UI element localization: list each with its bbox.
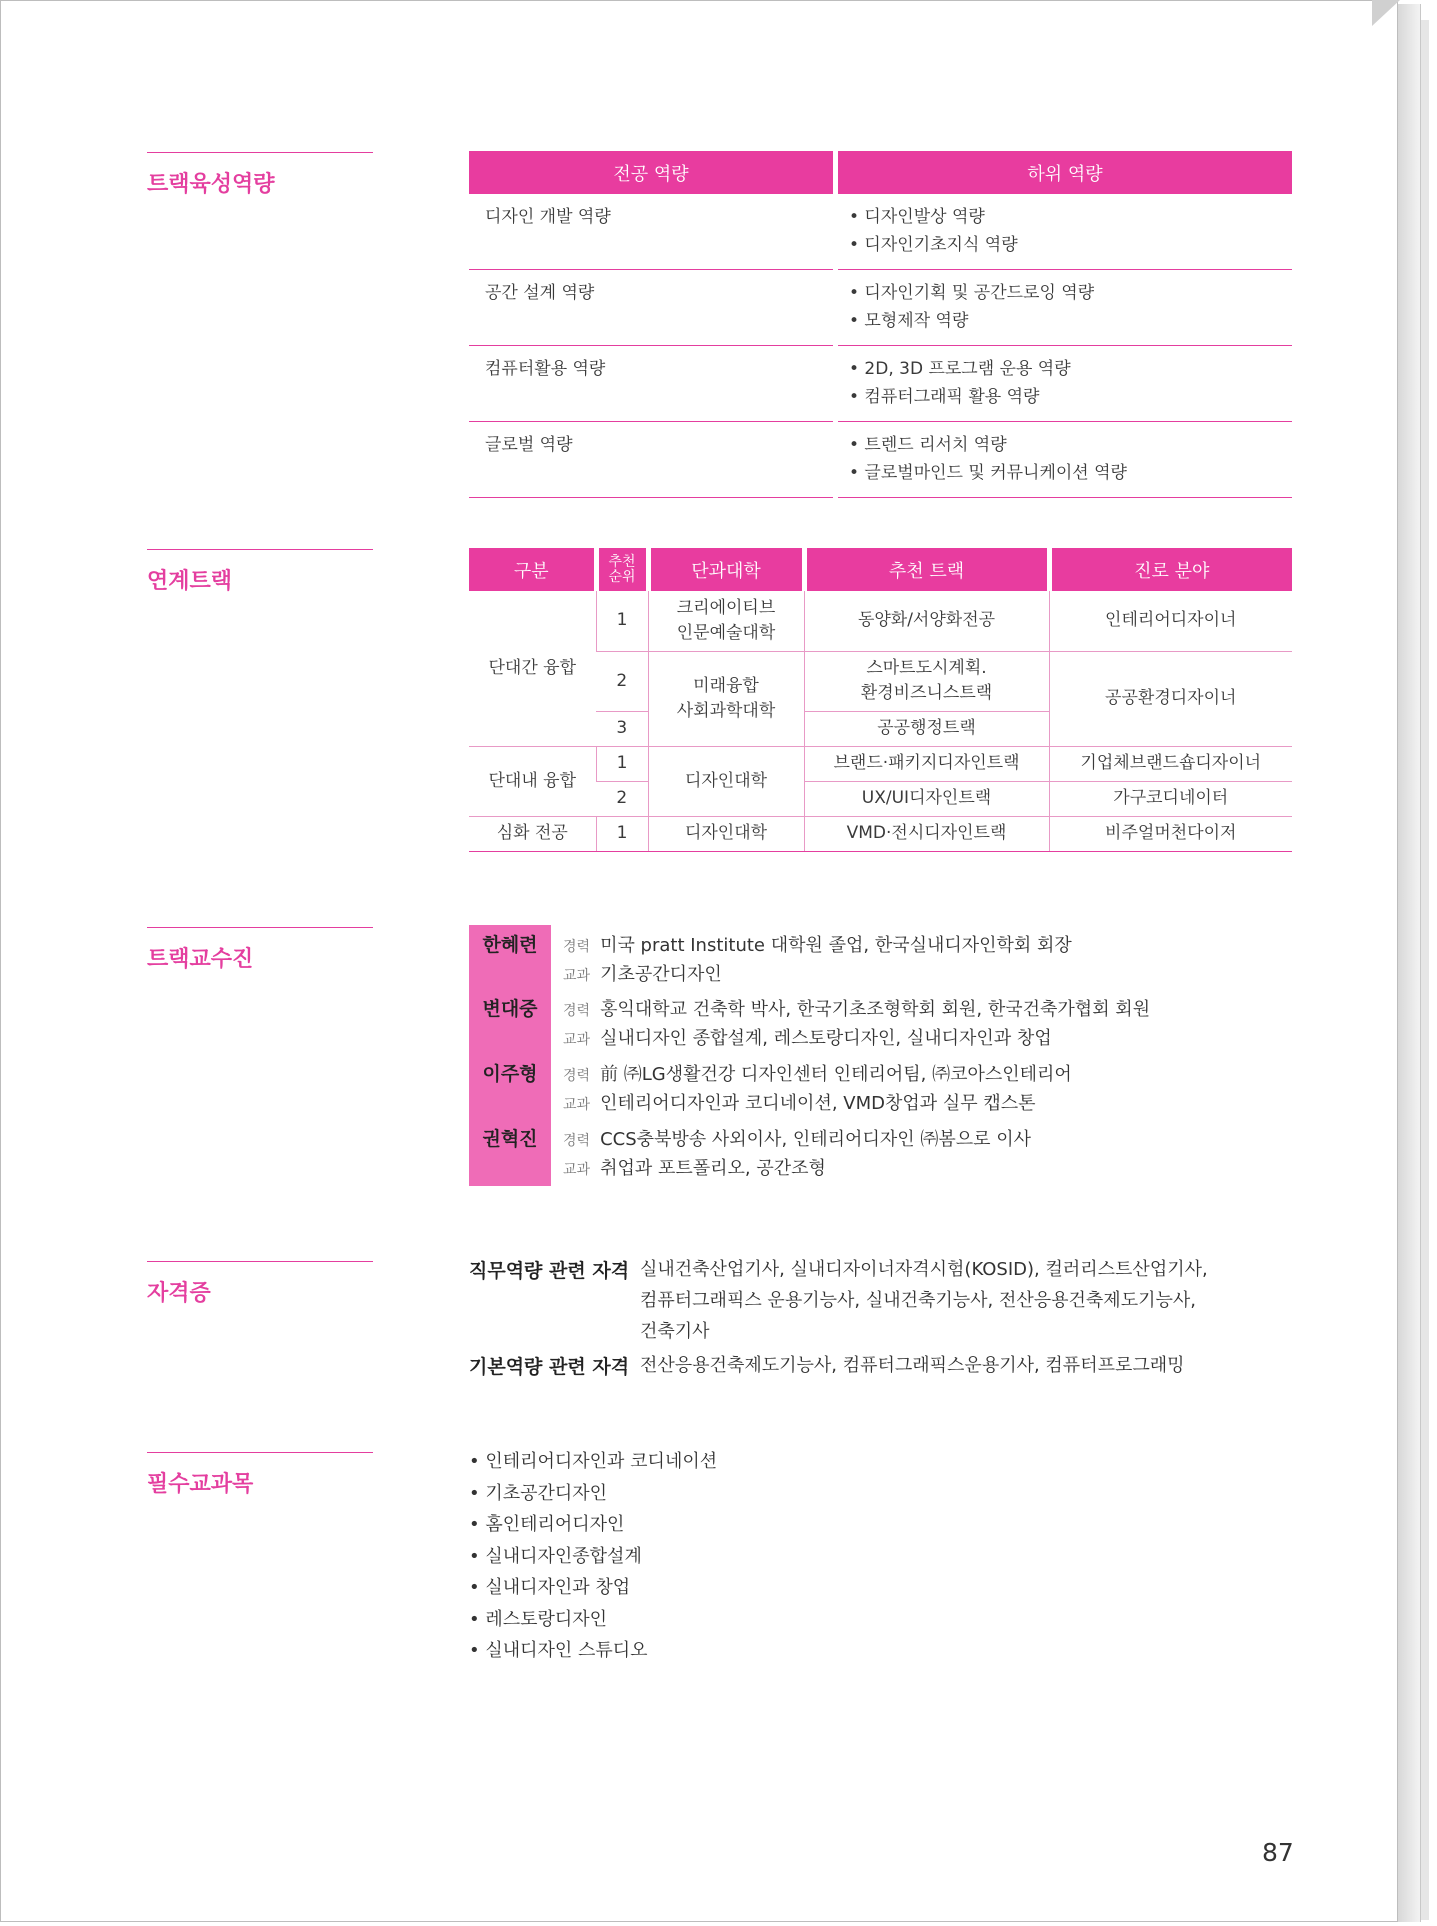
major-cell: 글로벌 역량 (469, 422, 833, 498)
career-cell: 가구코디네이터 (1049, 781, 1292, 816)
sub-item: • 디자인기초지식 역량 (849, 235, 1018, 255)
header-career: 진로 분야 (1049, 548, 1292, 591)
faculty-career-line (563, 1125, 1031, 1151)
faculty-career-line (563, 995, 1150, 1021)
course-tag: 교과 (563, 1162, 591, 1178)
faculty-course-line (563, 1154, 826, 1180)
sub-cell (838, 270, 1292, 346)
track-line: 스마트도시계획. (866, 658, 987, 678)
list-item: • 실내디자인과 창업 (469, 1572, 717, 1604)
section-title-linked: 연계트랙 (147, 549, 373, 595)
job-cert-line: 컴퓨터그래픽스 운용기능사, 실내건축기능사, 전산응용건축제도기능사, (640, 1290, 1196, 1311)
list-item: • 실내디자인 스튜디오 (469, 1635, 717, 1667)
page-edge-shadow-outer (1421, 20, 1429, 1920)
section-title-required: 필수교과목 (147, 1452, 373, 1498)
faculty-course: 취업과 포트폴리오, 공간조형 (600, 1158, 826, 1179)
major-cell: 디자인 개발 역량 (469, 194, 833, 270)
faculty-career-line (563, 931, 1072, 957)
career-tag: 경력 (563, 1068, 591, 1084)
college-cell: 디자인대학 (648, 746, 804, 816)
sub-item: • 모형제작 역량 (849, 311, 969, 331)
list-item: • 홈인테리어디자인 (469, 1509, 717, 1541)
college-line: 크리에이티브 (676, 597, 776, 618)
faculty-name: 권혁진 (482, 1128, 538, 1150)
list-item: • 기초공간디자인 (469, 1478, 717, 1510)
college-cell: 디자인대학 (648, 816, 804, 851)
track-cell (804, 651, 1049, 711)
rank-cell: 1 (596, 591, 648, 651)
rank-cell: 1 (596, 746, 648, 781)
faculty-career: 前 ㈜LG생활건강 디자인센터 인테리어팀, ㈜코아스인테리어 (600, 1064, 1072, 1085)
basic-cert-text: 전산응용건축제도기능사, 컴퓨터그래픽스운용기사, 컴퓨터프로그래밍 (640, 1355, 1185, 1376)
list-item: • 레스토랑디자인 (469, 1604, 717, 1636)
list-item: • 인테리어디자인과 코디네이션 (469, 1446, 717, 1478)
faculty-name: 한혜련 (482, 934, 538, 956)
college-cell (648, 651, 804, 746)
job-cert-line: 실내건축산업기사, 실내디자이너자격시험(KOSID), 컬러리스트산업기사, (640, 1259, 1208, 1280)
rank-cell: 1 (596, 816, 648, 851)
table-row (469, 746, 1292, 781)
group-cell: 심화 전공 (469, 816, 596, 851)
faculty-career: CCS충북방송 사외이사, 인테리어디자인 ㈜봄으로 이사 (600, 1129, 1031, 1150)
rank-cell: 3 (596, 711, 648, 746)
faculty-course-line (563, 1024, 1052, 1050)
sub-item: • 글로벌마인드 및 커뮤니케이션 역량 (849, 463, 1127, 483)
faculty-name: 변대중 (482, 998, 538, 1020)
faculty-course-line (563, 960, 722, 986)
table-row (469, 346, 1292, 422)
sub-item: • 디자인기획 및 공간드로잉 역량 (849, 283, 1095, 303)
career-tag: 경력 (563, 939, 591, 955)
college-cell (648, 591, 804, 651)
section-title-competency: 트랙육성역량 (147, 152, 373, 198)
header-sub: 하위 역량 (838, 151, 1292, 194)
track-cell: VMD·전시디자인트랙 (804, 816, 1049, 851)
faculty-career-line (563, 1060, 1072, 1086)
required-course-list (469, 1446, 717, 1667)
major-cell: 공간 설계 역량 (469, 270, 833, 346)
career-cell: 기업체브랜드숍디자이너 (1049, 746, 1292, 781)
track-cell: UX/UI디자인트랙 (804, 781, 1049, 816)
track-cell: 브랜드·패키지디자인트랙 (804, 746, 1049, 781)
sub-cell (838, 346, 1292, 422)
rank-cell: 2 (596, 781, 648, 816)
job-cert-label: 직무역량 관련 자격 (469, 1260, 630, 1282)
career-cell: 인테리어디자이너 (1049, 591, 1292, 651)
sub-cell (838, 422, 1292, 498)
faculty-course: 기초공간디자인 (600, 964, 722, 985)
section-title-faculty: 트랙교수진 (147, 927, 373, 973)
career-cell: 공공환경디자이너 (1049, 651, 1292, 746)
sub-item: • 트렌드 리서치 역량 (849, 435, 1007, 455)
table-row (469, 422, 1292, 498)
track-cell: 공공행정트랙 (804, 711, 1049, 746)
faculty-course-line (563, 1089, 1036, 1115)
career-tag: 경력 (563, 1003, 591, 1019)
section-title-certificate: 자격증 (147, 1261, 373, 1307)
sub-item: • 2D, 3D 프로그램 운용 역량 (849, 359, 1071, 379)
sub-cell (838, 194, 1292, 270)
career-tag: 경력 (563, 1133, 591, 1149)
list-item: • 실내디자인종합설계 (469, 1541, 717, 1573)
header-track: 추천 트랙 (804, 548, 1049, 591)
rank-cell: 2 (596, 651, 648, 711)
college-line: 사회과학대학 (676, 700, 776, 721)
linked-track-table (469, 548, 1292, 852)
header-rank-line2: 순위 (608, 568, 636, 585)
job-cert-list (640, 1254, 1280, 1347)
page-edge-shadow (1398, 4, 1421, 1922)
page-number: 87 (1262, 1838, 1294, 1867)
track-line: 환경비즈니스트랙 (860, 683, 993, 703)
table-row (469, 816, 1292, 851)
header-college: 단과대학 (648, 548, 804, 591)
college-line: 인문예술대학 (676, 622, 776, 643)
course-tag: 교과 (563, 1032, 591, 1048)
table-row (469, 194, 1292, 270)
table-row (469, 591, 1292, 651)
course-tag: 교과 (563, 968, 591, 984)
faculty-name: 이주형 (482, 1063, 538, 1085)
group-cell: 단대간 융합 (469, 591, 596, 746)
basic-cert-label: 기본역량 관련 자격 (469, 1356, 630, 1378)
sub-item: • 컴퓨터그래픽 활용 역량 (849, 387, 1040, 407)
major-cell: 컴퓨터활용 역량 (469, 346, 833, 422)
sub-item: • 디자인발상 역량 (849, 207, 985, 227)
college-line: 미래융합 (693, 675, 759, 696)
faculty-course: 인테리어디자인과 코디네이션, VMD창업과 실무 캡스톤 (600, 1093, 1036, 1114)
competency-header-row (469, 151, 1292, 194)
track-cell: 동양화/서양화전공 (804, 591, 1049, 651)
header-major: 전공 역량 (469, 151, 833, 194)
competency-table (469, 151, 1292, 498)
linked-header-row (469, 548, 1292, 591)
job-cert-line: 건축기사 (640, 1321, 710, 1342)
page-curl (1372, 0, 1400, 26)
group-cell: 단대내 융합 (469, 746, 596, 816)
faculty-career: 미국 pratt Institute 대학원 졸업, 한국실내디자인학회 회장 (600, 935, 1072, 956)
header-division: 구분 (469, 548, 596, 591)
table-row (469, 270, 1292, 346)
faculty-career: 홍익대학교 건축학 박사, 한국기초조형학회 회원, 한국건축가협회 회원 (600, 999, 1151, 1020)
faculty-course: 실내디자인 종합설계, 레스토랑디자인, 실내디자인과 창업 (600, 1028, 1052, 1049)
career-cell: 비주얼머천다이저 (1049, 816, 1292, 851)
header-rank-line1: 추천 (608, 553, 636, 570)
course-tag: 교과 (563, 1097, 591, 1113)
header-rank (596, 548, 648, 591)
